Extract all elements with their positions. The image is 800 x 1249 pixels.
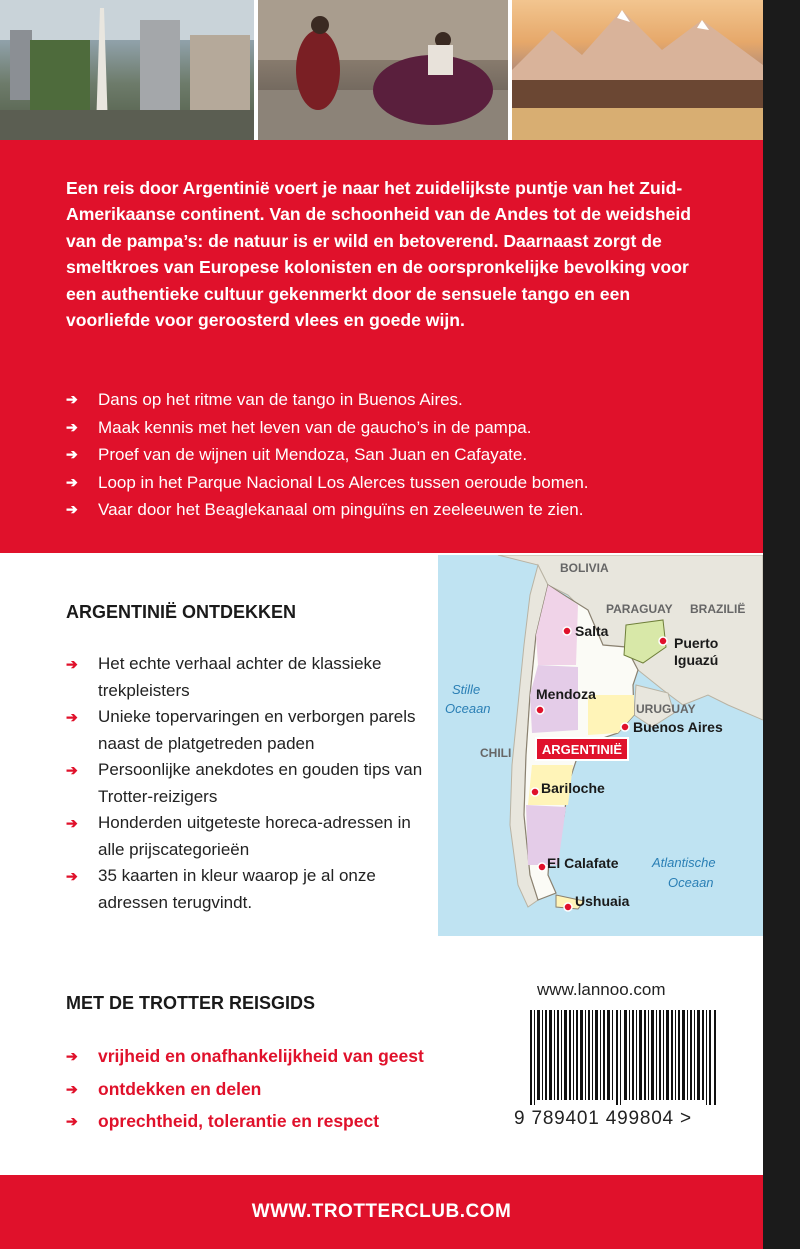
country-label-uruguay: URUGUAY bbox=[636, 702, 696, 716]
highlights-list bbox=[66, 386, 589, 524]
patagonia-mountains-photo bbox=[512, 0, 763, 140]
list-item: ➔ Persoonlijke anekdotes en gouden tips van Trotter-reizigers bbox=[66, 757, 426, 810]
discover-list bbox=[66, 651, 426, 916]
argentina-map bbox=[438, 555, 763, 936]
arrow-icon: ➔ bbox=[66, 868, 78, 884]
list-item: ➔ Maak kennis met het leven van de gaucho’s in de pampa. bbox=[66, 414, 589, 442]
footer-bar bbox=[0, 1175, 763, 1249]
list-item: ➔ Proef van de wijnen uit Mendoza, San Juan en Cafayate. bbox=[66, 441, 589, 469]
city-label-buenos-aires: Buenos Aires bbox=[633, 719, 723, 735]
arrow-icon: ➔ bbox=[66, 473, 78, 490]
list-item: ➔ 35 kaarten in kleur waarop je al onze adressen terugvindt. bbox=[66, 863, 426, 916]
list-item: ➔ Dans op het ritme van de tango in Buenos Aires. bbox=[66, 386, 589, 414]
city-marker bbox=[536, 706, 544, 714]
country-label-argentina: ARGENTINIË bbox=[541, 742, 623, 757]
publisher-url: www.lannoo.com bbox=[537, 980, 666, 999]
ocean-label-atlantic-1: Atlantische bbox=[652, 855, 716, 870]
arrow-icon: ➔ bbox=[66, 1113, 78, 1129]
city-label-puerto: Puerto bbox=[674, 635, 719, 651]
city-marker bbox=[621, 723, 629, 731]
trotter-website[interactable]: WWW.TROTTERCLUB.COM bbox=[251, 1201, 512, 1222]
arrow-icon: ➔ bbox=[66, 446, 78, 462]
trotter-heading: MET DE TROTTER REISGIDS bbox=[66, 993, 316, 1013]
country-label-paraguay: PARAGUAY bbox=[606, 602, 673, 616]
arrow-icon: ➔ bbox=[66, 815, 78, 831]
arrow-icon: ➔ bbox=[66, 656, 78, 672]
city-label-el-calafate: El Calafate bbox=[547, 855, 619, 871]
ocean-label-pacific-1: Stille bbox=[452, 682, 481, 697]
country-label-chile: CHILI bbox=[480, 746, 512, 760]
list-item: ➔ oprechtheid, tolerantie en respect bbox=[66, 1105, 424, 1138]
city-label-salta: Salta bbox=[575, 623, 609, 639]
discover-heading: ARGENTINIË ONTDEKKEN bbox=[66, 602, 297, 622]
barcode bbox=[530, 1010, 716, 1105]
intro-text: Een reis door Argentinië voert je naar het zuidelijkste puntje van het Zuid-Amerikaanse continent. Van de schoonheid van de Andes tot de weidsheid van de pampa’s: de natuur is er wild en betoverend. Daarnaast zorgt de smeltkroes van Europese kolonisten en de oorspronkelijke bevolking voor een authentieke cultuur gekenmerkt door de sensuele tango en een voorliefde voor geroosterd vlees en goede wijn. bbox=[66, 178, 692, 331]
ocean-label-pacific-2: Oceaan bbox=[445, 701, 491, 716]
arrow-icon: ➔ bbox=[66, 391, 78, 407]
list-item: ➔ Vaar door het Beaglekanaal om pinguïns en zeeleeuwen te zien. bbox=[66, 496, 589, 524]
city-label-mendoza: Mendoza bbox=[536, 686, 596, 702]
list-item: ➔ Het echte verhaal achter de klassieke trekpleisters bbox=[66, 651, 426, 704]
book-spine bbox=[763, 0, 800, 1249]
list-item: ➔ vrijheid en onafhankelijkheid van geest bbox=[66, 1040, 424, 1073]
city-label-iguazu: Iguazú bbox=[674, 652, 719, 668]
country-label-brazil: BRAZILIË bbox=[690, 602, 746, 616]
arrow-icon: ➔ bbox=[66, 762, 78, 778]
city-marker bbox=[563, 627, 571, 635]
country-label-bolivia: BOLIVIA bbox=[560, 561, 609, 575]
list-item: ➔ Honderden uitgeteste horeca-adressen in alle prijscategorieën bbox=[66, 810, 426, 863]
tango-dancers-photo bbox=[258, 0, 508, 140]
intro-section bbox=[0, 140, 763, 553]
isbn-number: 9 789401 499804 > bbox=[514, 1108, 692, 1129]
arrow-icon: ➔ bbox=[66, 709, 78, 725]
arrow-icon: ➔ bbox=[66, 1080, 78, 1097]
list-item: ➔ ontdekken en delen bbox=[66, 1073, 424, 1106]
city-label-bariloche: Bariloche bbox=[541, 780, 605, 796]
ocean-label-atlantic-2: Oceaan bbox=[668, 875, 714, 890]
city-marker bbox=[564, 903, 572, 911]
list-item: ➔ Unieke topervaringen en verborgen parels naast de platgetreden paden bbox=[66, 704, 426, 757]
arrow-icon: ➔ bbox=[66, 1048, 78, 1064]
city-marker bbox=[538, 863, 546, 871]
photo-strip bbox=[0, 0, 763, 140]
city-label-ushuaia: Ushuaia bbox=[575, 893, 630, 909]
list-item: ➔ Loop in het Parque Nacional Los Alerces tussen oeroude bomen. bbox=[66, 469, 589, 497]
city-marker bbox=[531, 788, 539, 796]
city-marker bbox=[659, 637, 667, 645]
trotter-values-list bbox=[66, 1040, 424, 1138]
arrow-icon: ➔ bbox=[66, 501, 78, 517]
buenos-aires-photo bbox=[0, 0, 254, 140]
arrow-icon: ➔ bbox=[66, 418, 78, 435]
